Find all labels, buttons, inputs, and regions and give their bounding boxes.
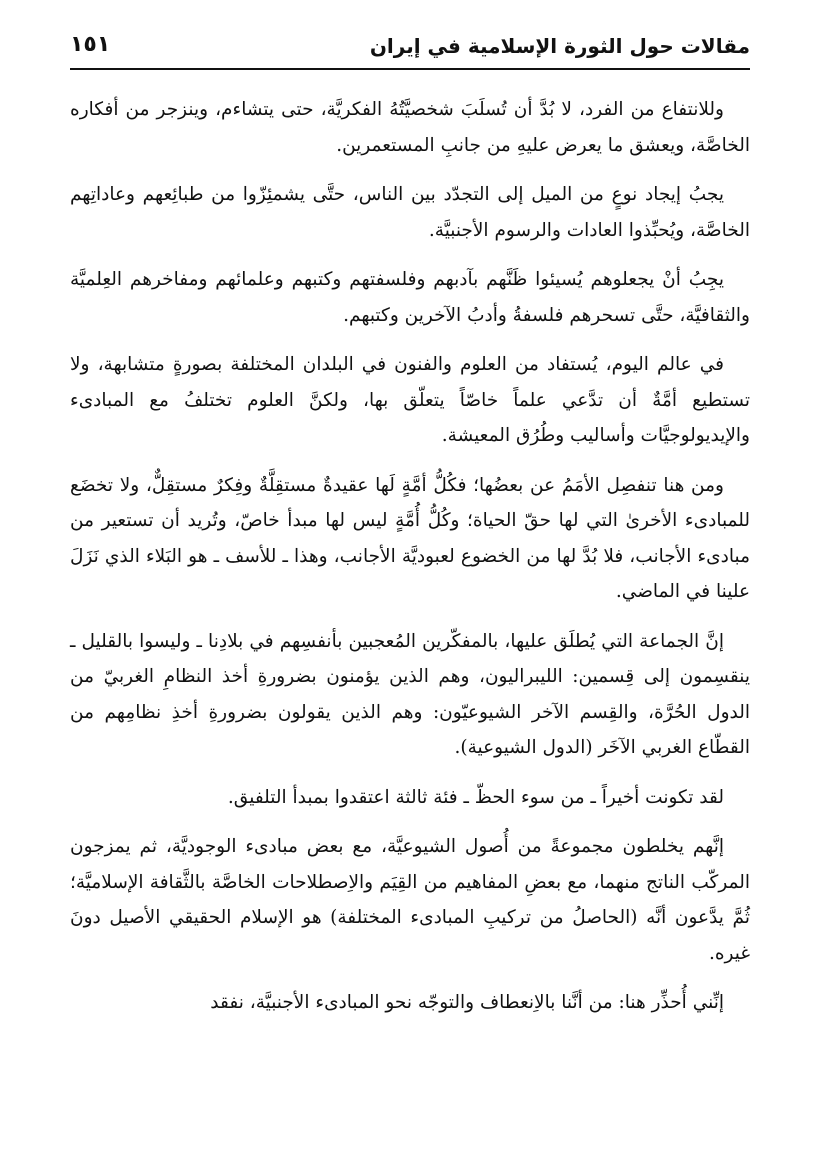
paragraph: إنَّهم يخلطون مجموعةً من أُصول الشيوعيَّة، مع بعض مبادىء الوجوديَّة، ثم يمزجون المركّب الناتج منهما، مع بعضِ المفاهيم من القِيَم والاِصطلاحات الخاصَّة بالثَّقافة الإسلاميَّة؛ ثُمَّ يدَّعون أنَّه (الحاصلُ من تركيبِ المبادىء المختلفة) هو الإسلام الحقيقي الأصيل دونَ غيره.	[70, 836, 750, 964]
paragraph: إنِّني أُحذِّر هنا: من أنَّنا بالاِنعطاف والتوجّه نحو المبادىء الأجنبيَّة، نفقد	[210, 992, 724, 1013]
paragraph: ومن هنا تنفصِل الأمَمُ عن بعضُها؛ فكُلُّ أمَّةٍ لَها عقيدةٌ مستقِلَّةٌ وفِكرٌ مستقِلٌّ، ولا تخضَع للمبادىء الأخرىٰ التي لها حقّ الحياة؛ وكُلُّ أُمَّةٍ ليس لها مبدأ خاصّ، وتُريد أن تستعير من مبادىء الأجانب، فلا بُدَّ لها من الخضوع لعبوديَّة الأجانب، وهذا ـ للأسف ـ هو البَلاء الذي نَزَلَ علينا في الماضي.	[70, 474, 750, 602]
body-text	[70, 92, 750, 1035]
running-title: مقالات حول الثورة الإسلامية في إيران	[369, 34, 750, 58]
page-header	[70, 28, 750, 68]
paragraph: يجبُ إيجاد نوعٍ من الميل إلى التجدّد بين الناس، حتَّى يشمئِزّوا من طبائِعهم وعاداتِهم الخاصَّة، ويُحبِّذوا العادات والرسوم الأجنبيَّة.	[70, 184, 750, 241]
paragraph: في عالم اليوم، يُستفاد من العلوم والفنون في البلدان المختلفة بصورةٍ متشابهة، ولا تستطيع أمَّةٌ أن تدَّعي علماً خاصّاً يتعلّق بها، ولكنَّ العلوم تختلفُ مع المبادىء والإيديولوجيَّات وأساليب وطُرُق المعيشة.	[70, 354, 750, 446]
paragraph: وللانتفاع من الفرد، لا بُدَّ أن تُسلَبَ شخصيَّتُهُ الفكريَّة، حتى يتشاءم، وينزجر من أفكاره الخاصَّة، ويعشق ما يعرض عليهِ من جانبِ المستعمرين.	[70, 99, 750, 156]
paragraph: يجِبُ أنْ يجعلوهم يُسيئوا ظَنَّهم بآدبهم وفلسفتهم وكتبهم وعلمائهم ومفاخرهم العِلميَّة والثقافيَّة، حتَّى تسحرهم فلسفةُ وأدبُ الآخرين وكتبهم.	[70, 269, 750, 326]
header-rule	[70, 68, 750, 70]
paragraph: إنَّ الجماعة التي يُطلَق عليها، بالمفكّرين المُعجبين بأنفسِهم في بلادِنا ـ وليسوا بالقليل ـ ينقسِمون إلى قِسمين: الليبراليون، وهم الذين يؤمنون بضرورةِ أخذ النظامِ الغربيّ من الدول الحُرَّة، والقِسم الآخر الشيوعيّون: وهم الذين يقولون بضرورةِ أخذِ نظامِهم من القطّاع الغربي الآخَر (الدول الشيوعية).	[70, 630, 750, 758]
paragraph: لقد تكونت أخيراً ـ من سوء الحظّ ـ فئة ثالثة اعتقدوا بمبدأ التلفيق.	[227, 786, 724, 808]
page-number: ١٥١	[70, 32, 111, 57]
